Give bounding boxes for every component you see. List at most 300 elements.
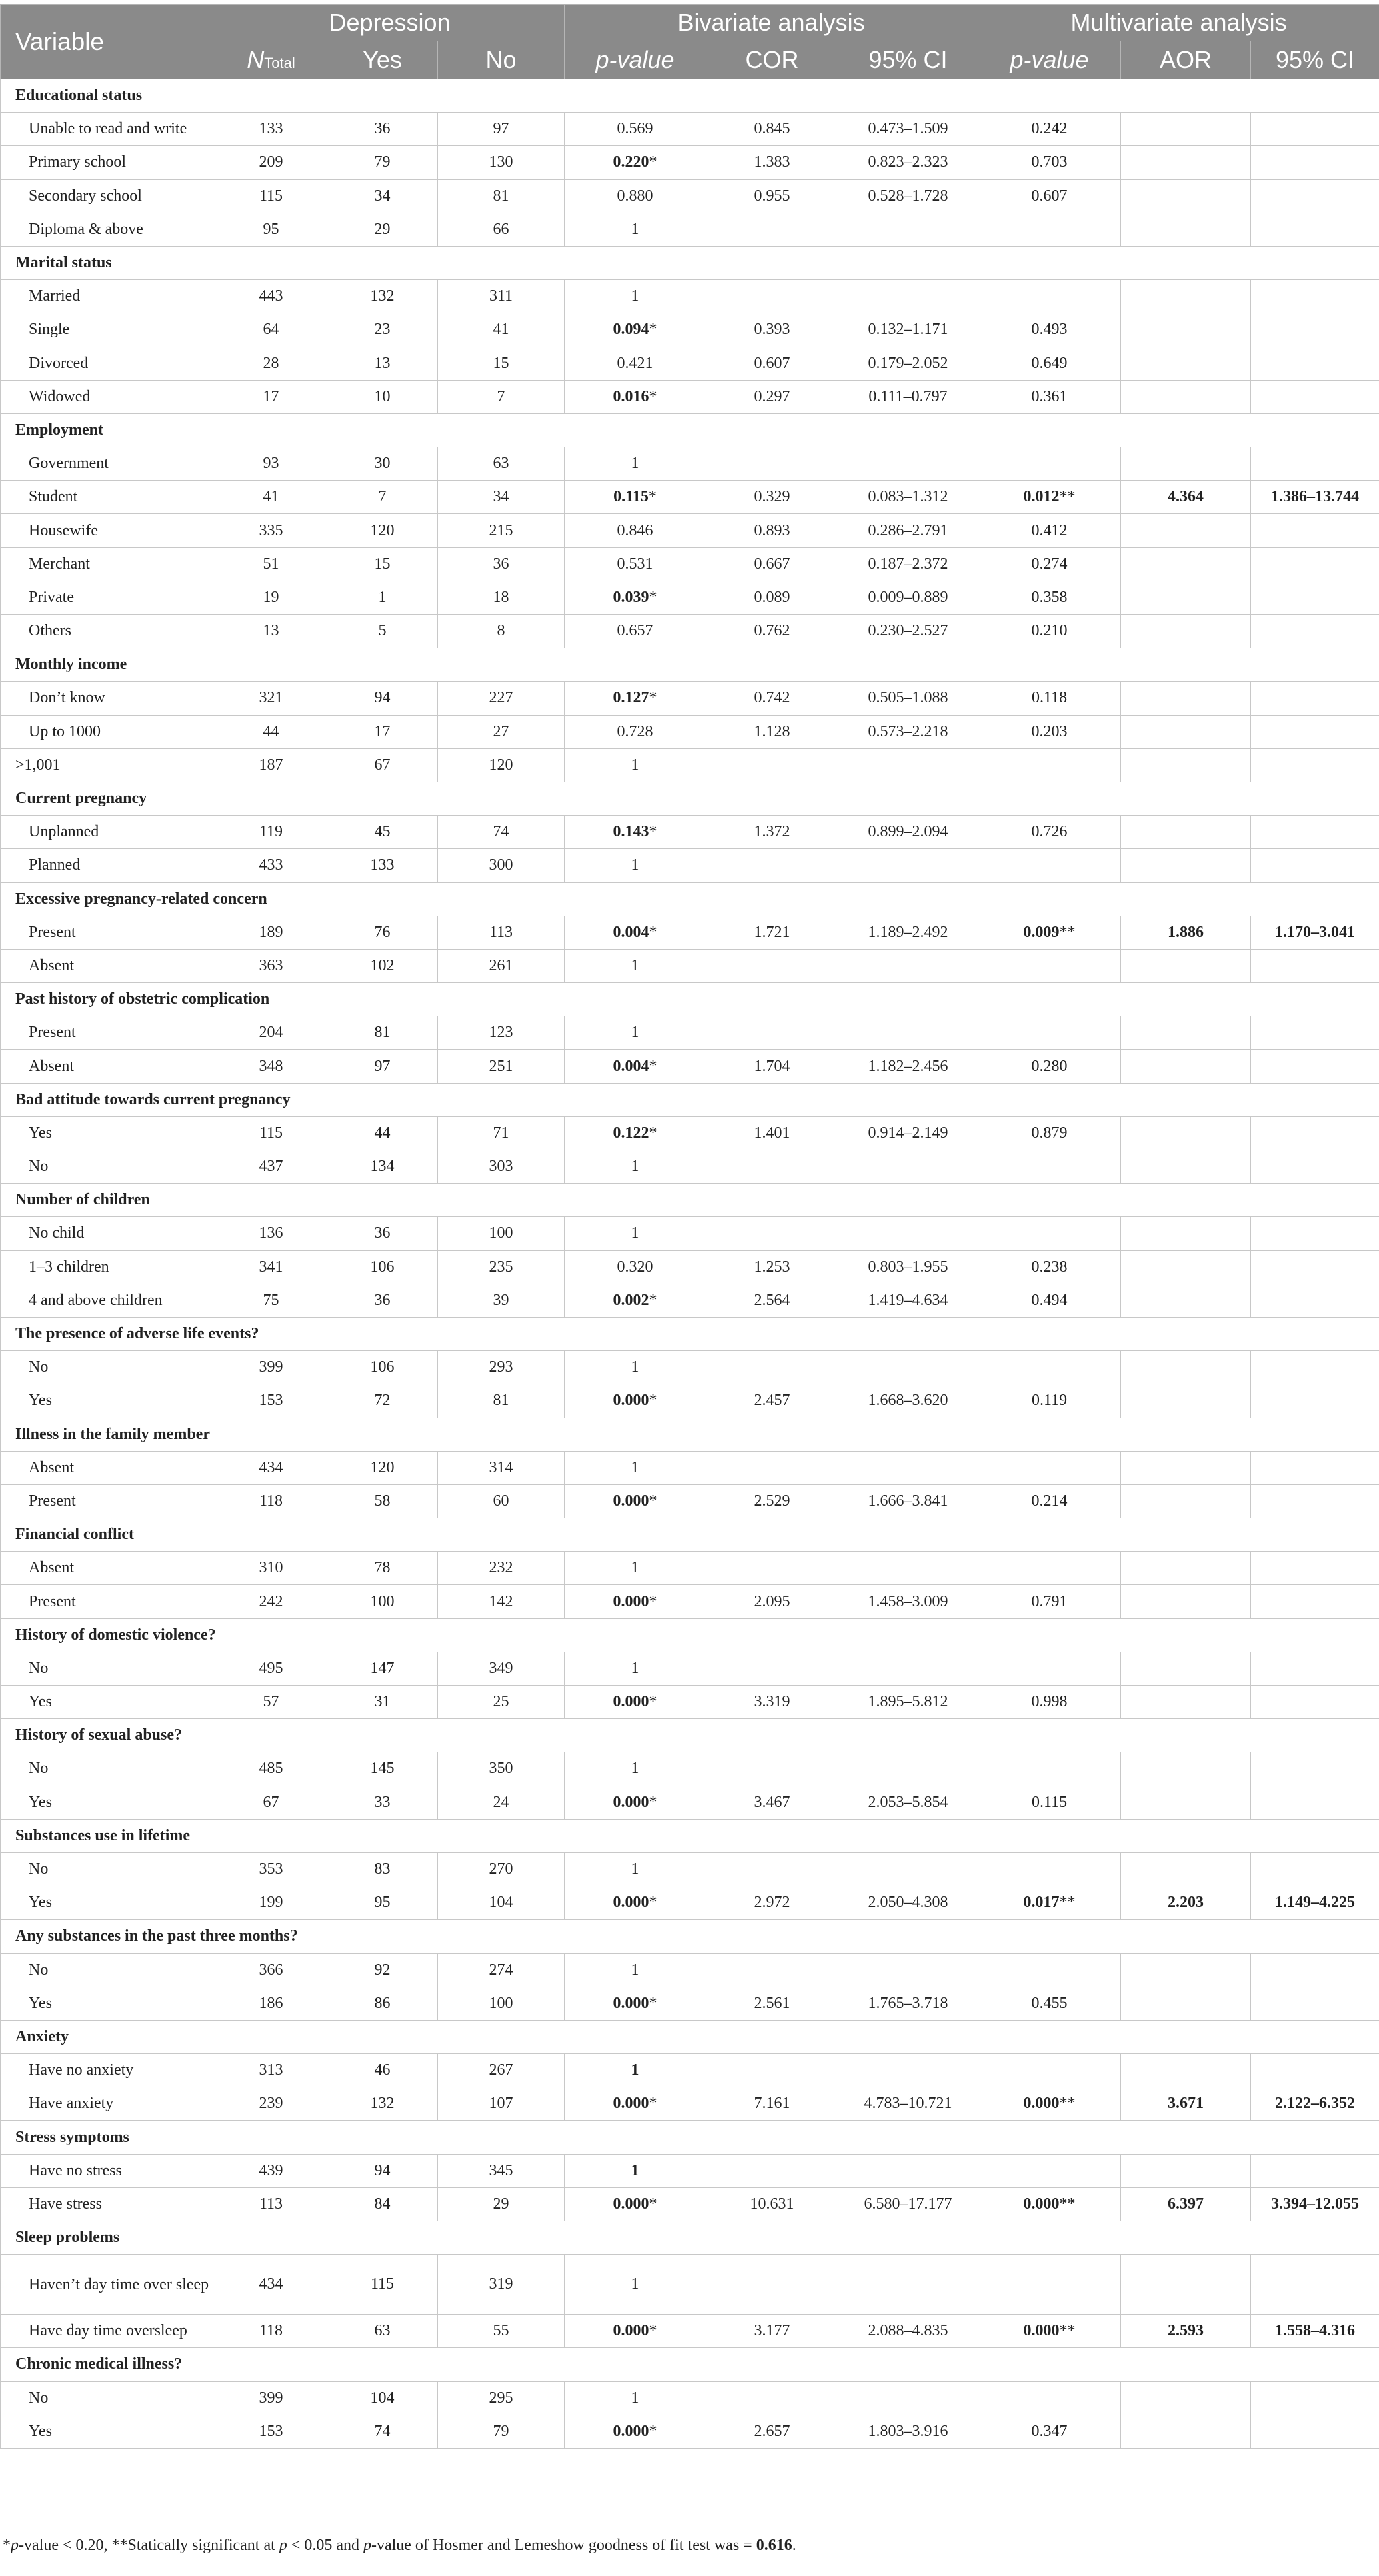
cor-cell	[706, 1351, 838, 1384]
row-label: No	[1, 1150, 215, 1184]
cor-cell: 0.393	[706, 313, 838, 347]
p-value-cell: 0.846	[565, 514, 706, 547]
cor-cell: 2.564	[706, 1284, 838, 1317]
depression-no-cell: 232	[438, 1552, 565, 1585]
aor-cell	[1121, 949, 1251, 982]
group-title: Substances use in lifetime	[1, 1819, 1379, 1852]
table-row	[1, 849, 1379, 882]
ci-multi-cell-value: 1.558–4.316	[1275, 2322, 1356, 2340]
aor-cell	[1121, 1552, 1251, 1585]
header-p-value: p-value	[565, 41, 706, 79]
depression-no-cell: 319	[438, 2255, 565, 2315]
p-value-multi-cell: 0.494	[978, 1284, 1121, 1317]
row-label: No	[1, 1953, 215, 1987]
p-value-cell-value: 0.000	[613, 1592, 649, 1610]
depression-yes-cell: 36	[327, 1217, 438, 1250]
p-value-cell	[565, 1484, 706, 1518]
p-value-cell-value: 0.122	[613, 1124, 649, 1142]
cor-cell	[706, 1451, 838, 1484]
header-depression: Depression	[215, 5, 565, 41]
row-label: Divorced	[1, 347, 215, 380]
table-row	[1, 447, 1379, 481]
depression-no-cell: 39	[438, 1284, 565, 1317]
depression-no-cell: 107	[438, 2087, 565, 2121]
p-value-multi-cell	[978, 481, 1121, 514]
ci-multi-cell	[1251, 1852, 1379, 1886]
table-row	[1, 1384, 1379, 1418]
cor-cell	[706, 1752, 838, 1786]
p-value-multi-cell: 0.412	[978, 514, 1121, 547]
ci-cell: 0.528–1.728	[838, 179, 978, 213]
depression-yes-cell: 95	[327, 1886, 438, 1920]
ci-cell	[838, 213, 978, 246]
n-total-cell: 443	[215, 280, 327, 313]
footnote-text-2: < 0.05 and	[287, 2537, 363, 2554]
n-total-cell: 434	[215, 1451, 327, 1484]
depression-no-cell: 81	[438, 179, 565, 213]
aor-cell-value: 6.397	[1168, 2195, 1204, 2213]
n-total-cell: 44	[215, 715, 327, 748]
n-total-cell: 341	[215, 1250, 327, 1284]
group-header-row	[1, 413, 1379, 447]
header-no: No	[438, 41, 565, 79]
depression-yes-cell: 63	[327, 2315, 438, 2348]
p-value-cell: 1	[565, 1451, 706, 1484]
table-row	[1, 581, 1379, 614]
table-body	[1, 79, 1379, 2449]
p-value-multi-cell	[978, 1217, 1121, 1250]
table-row	[1, 380, 1379, 413]
table-row	[1, 2187, 1379, 2221]
table-row	[1, 1652, 1379, 1685]
ci-cell	[838, 447, 978, 481]
p-value-cell	[565, 2154, 706, 2187]
p-value-cell-value: 1	[631, 2061, 639, 2079]
row-label: Unplanned	[1, 816, 215, 849]
table-header	[1, 5, 1379, 79]
group-title: Financial conflict	[1, 1518, 1379, 1552]
depression-yes-cell: 84	[327, 2187, 438, 2221]
n-total-cell: 64	[215, 313, 327, 347]
row-label: No	[1, 2381, 215, 2415]
group-title: Bad attitude towards current pregnancy	[1, 1083, 1379, 1116]
footnote-p-label: p	[11, 2537, 19, 2554]
ci-cell: 0.823–2.323	[838, 146, 978, 179]
n-total-cell: 321	[215, 682, 327, 715]
header-aor: AOR	[1121, 41, 1251, 79]
depression-no-cell: 100	[438, 1987, 565, 2020]
row-label: Married	[1, 280, 215, 313]
depression-no-cell: 235	[438, 1250, 565, 1284]
group-title: Any substances in the past three months?	[1, 1920, 1379, 1953]
p-value-cell-value: 0.004	[613, 1057, 649, 1075]
significance-mark: *	[649, 1492, 657, 1510]
row-label: 1–3 children	[1, 1250, 215, 1284]
depression-yes-cell: 72	[327, 1384, 438, 1418]
p-value-multi-cell-value: 0.012	[1023, 488, 1060, 506]
cor-cell: 7.161	[706, 2087, 838, 2121]
p-value-cell-value: 0.127	[613, 689, 649, 707]
n-total-cell: 189	[215, 916, 327, 949]
row-label: Yes	[1, 1686, 215, 1719]
p-value-cell: 1	[565, 1552, 706, 1585]
ci-multi-cell	[1251, 615, 1379, 648]
cor-cell: 1.704	[706, 1050, 838, 1083]
aor-cell	[1121, 2255, 1251, 2315]
aor-cell	[1121, 916, 1251, 949]
ci-multi-cell	[1251, 547, 1379, 581]
p-value-cell-value: 0.094	[613, 321, 649, 339]
depression-no-cell: 295	[438, 2381, 565, 2415]
table-row	[1, 514, 1379, 547]
p-value-multi-cell: 0.210	[978, 615, 1121, 648]
depression-no-cell: 251	[438, 1050, 565, 1083]
row-label: >1,001	[1, 748, 215, 782]
aor-cell	[1121, 849, 1251, 882]
ci-multi-cell	[1251, 1451, 1379, 1484]
cor-cell: 0.607	[706, 347, 838, 380]
group-title: Stress symptoms	[1, 2121, 1379, 2154]
row-label: Up to 1000	[1, 715, 215, 748]
table-row	[1, 2154, 1379, 2187]
depression-yes-cell: 86	[327, 1987, 438, 2020]
p-value-cell	[565, 481, 706, 514]
p-value-cell	[565, 313, 706, 347]
footnote-text-3: -value of Hosmer and Lemeshow goodness of fit test was =	[371, 2537, 756, 2554]
p-value-multi-cell-value: 0.000	[1023, 2322, 1060, 2340]
depression-no-cell: 311	[438, 280, 565, 313]
p-value-multi-cell	[978, 1552, 1121, 1585]
ci-multi-cell	[1251, 2381, 1379, 2415]
ci-multi-cell	[1251, 179, 1379, 213]
p-value-cell	[565, 380, 706, 413]
table-row	[1, 715, 1379, 748]
group-title: Educational status	[1, 79, 1379, 113]
p-value-multi-cell: 0.358	[978, 581, 1121, 614]
n-total-cell: 17	[215, 380, 327, 413]
ci-multi-cell	[1251, 1686, 1379, 1719]
table-row	[1, 2381, 1379, 2415]
depression-no-cell: 314	[438, 1451, 565, 1484]
cor-cell	[706, 1217, 838, 1250]
cor-cell	[706, 2054, 838, 2087]
row-label: Haven’t day time over sleep	[1, 2255, 215, 2315]
table-row	[1, 1284, 1379, 1317]
group-title: Anxiety	[1, 2020, 1379, 2053]
row-label: Yes	[1, 1886, 215, 1920]
p-value-cell	[565, 1116, 706, 1150]
depression-no-cell: 63	[438, 447, 565, 481]
group-header-row	[1, 1317, 1379, 1350]
depression-yes-cell: 104	[327, 2381, 438, 2415]
depression-yes-cell: 102	[327, 949, 438, 982]
p-value-multi-cell: 0.119	[978, 1384, 1121, 1418]
n-total-cell: 57	[215, 1686, 327, 1719]
ci-multi-cell	[1251, 380, 1379, 413]
depression-no-cell: 100	[438, 1217, 565, 1250]
cor-cell: 10.631	[706, 2187, 838, 2221]
cor-cell: 0.893	[706, 514, 838, 547]
ci-cell: 0.573–2.218	[838, 715, 978, 748]
ci-multi-cell	[1251, 2255, 1379, 2315]
significance-mark: *	[649, 1894, 657, 1912]
ci-cell	[838, 1652, 978, 1685]
significance-mark: *	[649, 153, 657, 171]
ci-multi-cell	[1251, 347, 1379, 380]
p-value-cell	[565, 1050, 706, 1083]
aor-cell	[1121, 2187, 1251, 2221]
aor-cell-value: 2.593	[1168, 2322, 1204, 2340]
ci-cell	[838, 2054, 978, 2087]
row-label: Yes	[1, 1987, 215, 2020]
p-value-cell	[565, 1384, 706, 1418]
n-total-cell: 28	[215, 347, 327, 380]
p-value-multi-cell	[978, 1852, 1121, 1886]
ci-cell	[838, 949, 978, 982]
ci-cell: 0.286–2.791	[838, 514, 978, 547]
group-title: History of domestic violence?	[1, 1618, 1379, 1652]
depression-no-cell: 24	[438, 1786, 565, 1819]
ci-multi-cell-value: 1.170–3.041	[1275, 923, 1356, 941]
ci-multi-cell	[1251, 1150, 1379, 1184]
table-row	[1, 2054, 1379, 2087]
ci-multi-cell	[1251, 581, 1379, 614]
depression-yes-cell: 120	[327, 1451, 438, 1484]
p-value-cell-value: 0.000	[613, 1994, 649, 2012]
n-total-cell: 75	[215, 1284, 327, 1317]
p-value-multi-cell	[978, 1150, 1121, 1184]
row-label: No	[1, 1652, 215, 1685]
aor-cell	[1121, 1351, 1251, 1384]
p-value-multi-cell: 0.791	[978, 1585, 1121, 1618]
depression-yes-cell: 67	[327, 748, 438, 782]
table-row	[1, 748, 1379, 782]
table-row	[1, 1484, 1379, 1518]
p-value-cell: 0.728	[565, 715, 706, 748]
cor-cell: 0.297	[706, 380, 838, 413]
cor-cell: 0.742	[706, 682, 838, 715]
ci-multi-cell	[1251, 514, 1379, 547]
depression-yes-cell: 58	[327, 1484, 438, 1518]
significance-mark: *	[649, 588, 657, 606]
aor-cell	[1121, 447, 1251, 481]
aor-cell	[1121, 1852, 1251, 1886]
group-header-row	[1, 1518, 1379, 1552]
n-total-cell: 199	[215, 1886, 327, 1920]
group-header-row	[1, 1819, 1379, 1852]
cor-cell	[706, 1953, 838, 1987]
ci-multi-cell	[1251, 1953, 1379, 1987]
group-title: Current pregnancy	[1, 782, 1379, 815]
ci-multi-cell	[1251, 2154, 1379, 2187]
n-total-cell: 153	[215, 1384, 327, 1418]
p-value-multi-cell	[978, 2054, 1121, 2087]
cor-cell: 0.845	[706, 113, 838, 146]
aor-cell	[1121, 1786, 1251, 1819]
p-value-cell: 1	[565, 1852, 706, 1886]
depression-yes-cell: 7	[327, 481, 438, 514]
p-value-cell-value: 0.000	[613, 2322, 649, 2340]
cor-cell	[706, 447, 838, 481]
group-title: The presence of adverse life events?	[1, 1317, 1379, 1350]
n-total-cell: 363	[215, 949, 327, 982]
ci-cell: 1.419–4.634	[838, 1284, 978, 1317]
ci-cell	[838, 280, 978, 313]
depression-no-cell: 123	[438, 1016, 565, 1050]
significance-mark: *	[649, 1693, 657, 1711]
p-value-cell: 1	[565, 1016, 706, 1050]
footnote-end: .	[792, 2537, 796, 2554]
p-value-cell: 1	[565, 1217, 706, 1250]
aor-cell-value: 1.886	[1168, 923, 1204, 941]
depression-yes-cell: 81	[327, 1016, 438, 1050]
p-value-cell-value: 0.000	[613, 1492, 649, 1510]
ci-multi-cell	[1251, 1987, 1379, 2020]
n-total-cell: 399	[215, 2381, 327, 2415]
p-value-cell-value: 0.000	[613, 1793, 649, 1811]
ci-cell: 0.179–2.052	[838, 347, 978, 380]
table-row	[1, 1250, 1379, 1284]
ci-multi-cell	[1251, 1384, 1379, 1418]
p-value-cell: 1	[565, 1752, 706, 1786]
ci-cell	[838, 849, 978, 882]
row-label: Have stress	[1, 2187, 215, 2221]
group-title: History of sexual abuse?	[1, 1719, 1379, 1752]
row-label: Present	[1, 1484, 215, 1518]
ci-multi-cell	[1251, 2315, 1379, 2348]
p-value-multi-cell: 0.493	[978, 313, 1121, 347]
ci-cell: 0.803–1.955	[838, 1250, 978, 1284]
depression-yes-cell: 83	[327, 1852, 438, 1886]
table-row	[1, 1451, 1379, 1484]
ci-multi-cell	[1251, 1552, 1379, 1585]
table-row	[1, 481, 1379, 514]
group-header-row	[1, 983, 1379, 1016]
significance-mark: *	[649, 1057, 657, 1075]
cor-cell: 2.529	[706, 1484, 838, 1518]
ci-cell: 0.473–1.509	[838, 113, 978, 146]
p-value-cell: 1	[565, 447, 706, 481]
depression-yes-cell: 133	[327, 849, 438, 882]
p-value-multi-cell: 0.455	[978, 1987, 1121, 2020]
n-total-cell: 113	[215, 2187, 327, 2221]
aor-cell	[1121, 581, 1251, 614]
row-label: Yes	[1, 2415, 215, 2448]
p-value-cell-value: 0.220	[613, 153, 649, 171]
depression-no-cell: 300	[438, 849, 565, 882]
header-n-total	[215, 41, 327, 79]
depression-yes-cell: 79	[327, 146, 438, 179]
table-row	[1, 179, 1379, 213]
ci-multi-cell	[1251, 2054, 1379, 2087]
n-total-cell: 313	[215, 2054, 327, 2087]
table-row	[1, 1852, 1379, 1886]
p-value-multi-cell: 0.649	[978, 347, 1121, 380]
ci-cell: 2.053–5.854	[838, 1786, 978, 1819]
significance-mark: *	[648, 488, 657, 506]
aor-cell	[1121, 2154, 1251, 2187]
table-row	[1, 313, 1379, 347]
p-value-cell: 0.320	[565, 1250, 706, 1284]
significance-mark: *	[649, 2095, 657, 2113]
ci-cell: 1.182–2.456	[838, 1050, 978, 1083]
depression-no-cell: 350	[438, 1752, 565, 1786]
aor-cell-value: 3.671	[1168, 2095, 1204, 2113]
group-header-row	[1, 1920, 1379, 1953]
depression-yes-cell: 78	[327, 1552, 438, 1585]
depression-no-cell: 34	[438, 481, 565, 514]
group-header-row	[1, 1418, 1379, 1451]
p-value-multi-cell: 0.347	[978, 2415, 1121, 2448]
cor-cell	[706, 213, 838, 246]
group-header-row	[1, 246, 1379, 279]
depression-yes-cell: 100	[327, 1585, 438, 1618]
ci-multi-cell	[1251, 1050, 1379, 1083]
p-value-cell: 1	[565, 748, 706, 782]
table-row	[1, 1116, 1379, 1150]
depression-yes-cell: 29	[327, 213, 438, 246]
significance-mark: *	[649, 1291, 657, 1309]
row-label: Single	[1, 313, 215, 347]
table-row	[1, 615, 1379, 648]
depression-yes-cell: 1	[327, 581, 438, 614]
footnote-text-1: -value < 0.20, **Statically significant at	[19, 2537, 279, 2554]
group-title: Illness in the family member	[1, 1418, 1379, 1451]
aor-cell	[1121, 2087, 1251, 2121]
n-total-cell: 41	[215, 481, 327, 514]
row-label: Yes	[1, 1384, 215, 1418]
row-label: Secondary school	[1, 179, 215, 213]
ci-multi-cell	[1251, 2187, 1379, 2221]
ci-multi-cell-value: 3.394–12.055	[1271, 2195, 1360, 2213]
ci-multi-cell-value: 1.149–4.225	[1275, 1894, 1356, 1912]
group-header-row	[1, 1083, 1379, 1116]
row-label: No	[1, 1852, 215, 1886]
row-label: Merchant	[1, 547, 215, 581]
n-total-cell: 348	[215, 1050, 327, 1083]
significance-mark: **	[1059, 1894, 1076, 1912]
p-value-cell-value: 0.016	[613, 387, 649, 405]
table-row	[1, 816, 1379, 849]
table-row	[1, 1886, 1379, 1920]
group-header-row	[1, 2348, 1379, 2381]
significance-mark: *	[649, 2195, 657, 2213]
depression-yes-cell: 30	[327, 447, 438, 481]
p-value-cell	[565, 146, 706, 179]
cor-cell: 2.972	[706, 1886, 838, 1920]
row-label: No	[1, 1351, 215, 1384]
p-value-multi-cell	[978, 949, 1121, 982]
p-value-multi-cell: 0.726	[978, 816, 1121, 849]
table-row	[1, 213, 1379, 246]
ci-cell: 0.230–2.527	[838, 615, 978, 648]
significance-mark: **	[1059, 2322, 1076, 2340]
depression-no-cell: 7	[438, 380, 565, 413]
p-value-cell	[565, 2187, 706, 2221]
p-value-cell-value: 0.000	[613, 1693, 649, 1711]
ci-cell	[838, 1451, 978, 1484]
depression-no-cell: 8	[438, 615, 565, 648]
table-row	[1, 146, 1379, 179]
p-value-multi-cell: 0.280	[978, 1050, 1121, 1083]
p-value-cell	[565, 2315, 706, 2348]
depression-yes-cell: 44	[327, 1116, 438, 1150]
ci-multi-cell	[1251, 1217, 1379, 1250]
ci-cell: 1.668–3.620	[838, 1384, 978, 1418]
ci-multi-cell-value: 1.386–13.744	[1271, 488, 1360, 506]
ci-cell: 1.895–5.812	[838, 1686, 978, 1719]
significance-mark: *	[649, 923, 657, 941]
